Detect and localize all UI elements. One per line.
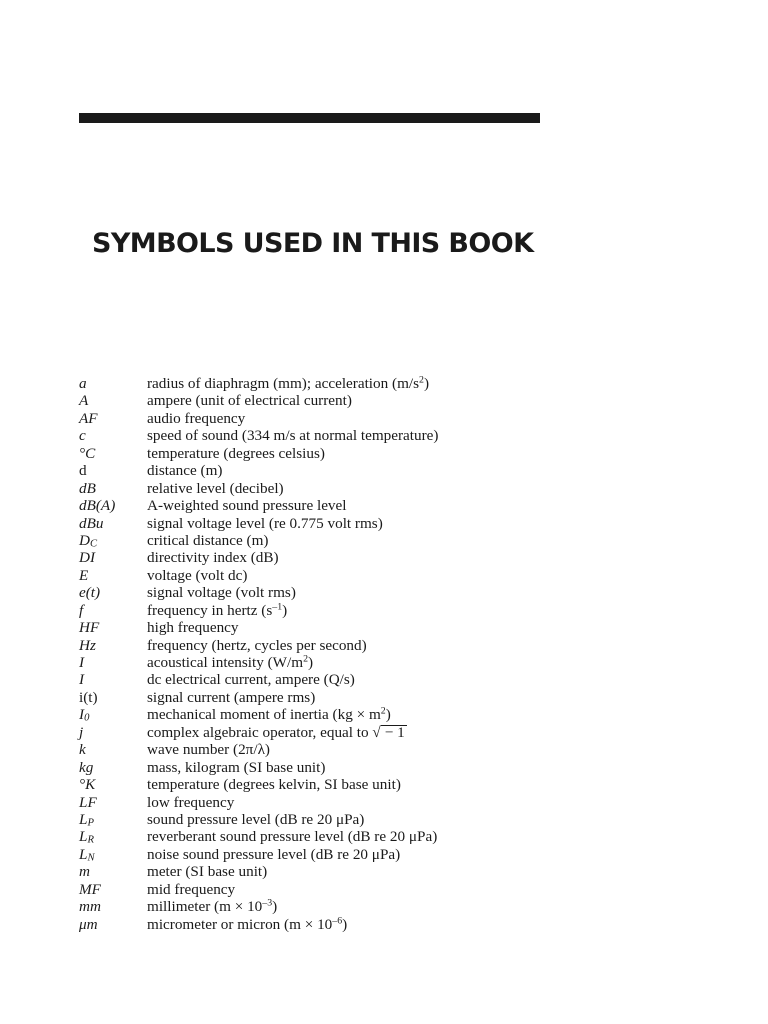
symbol-row xyxy=(79,776,739,793)
description-superscript: –6 xyxy=(332,915,343,927)
symbol-row xyxy=(79,881,739,898)
symbol-text: L xyxy=(79,810,88,828)
symbol xyxy=(79,410,147,427)
description-text: temperature (degrees kelvin, SI base unit) xyxy=(147,776,401,794)
description-text: mechanical moment of inertia (kg × m xyxy=(147,706,381,724)
description-text: signal voltage (volt rms) xyxy=(147,584,296,602)
symbol-description xyxy=(147,706,739,723)
symbol-description xyxy=(147,532,739,549)
symbol-description xyxy=(147,637,739,654)
symbol-subscript: R xyxy=(87,834,94,846)
symbol-text: c xyxy=(79,427,86,445)
symbol xyxy=(79,515,147,532)
symbol-description xyxy=(147,619,739,636)
symbol-text: k xyxy=(79,741,86,759)
symbol-row xyxy=(79,375,739,392)
symbol-text: I xyxy=(79,671,85,689)
description-text: dc electrical current, ampere (Q/s) xyxy=(147,671,355,689)
symbol-description xyxy=(147,741,739,758)
description-text: wave number (2π/λ) xyxy=(147,741,270,759)
description-text: complex algebraic operator, equal to xyxy=(147,723,373,741)
description-text: meter (SI base unit) xyxy=(147,863,268,881)
symbols-list xyxy=(79,375,739,933)
symbol-row xyxy=(79,427,739,444)
symbol-description xyxy=(147,671,739,688)
symbol-text: μm xyxy=(79,915,98,933)
description-text: mass, kilogram (SI base unit) xyxy=(147,758,326,776)
description-suffix: ) xyxy=(423,375,430,392)
symbol-description xyxy=(147,776,739,793)
symbol-row xyxy=(79,637,739,654)
symbol-subscript: C xyxy=(89,538,98,550)
symbol-description xyxy=(147,828,739,845)
symbol-description xyxy=(147,515,739,532)
symbol-row xyxy=(79,741,739,758)
description-text: mid frequency xyxy=(147,880,236,898)
symbol-text: m xyxy=(79,863,90,881)
symbol xyxy=(79,584,147,601)
symbol xyxy=(79,497,147,514)
symbol-text: HF xyxy=(79,619,100,637)
symbol-description xyxy=(147,689,739,706)
symbol xyxy=(79,567,147,584)
symbol-row xyxy=(79,724,739,741)
description-text: low frequency xyxy=(147,793,235,811)
symbol-text: °K xyxy=(79,776,96,794)
symbol-row xyxy=(79,671,739,688)
description-text: reverberant sound pressure level (dB re 20 μPa) xyxy=(147,828,438,846)
symbol-text: °C xyxy=(79,444,96,462)
symbol-description xyxy=(147,846,739,863)
symbol xyxy=(79,671,147,688)
symbol xyxy=(79,741,147,758)
symbol-text: kg xyxy=(79,758,94,776)
description-text: temperature (degrees celsius) xyxy=(147,444,325,462)
symbol-text: i(t) xyxy=(79,688,98,706)
symbol-text: LF xyxy=(79,793,97,811)
symbol-text: DI xyxy=(79,549,96,567)
symbol-row xyxy=(79,689,739,706)
symbol-text: I xyxy=(79,654,85,671)
description-text: acoustical intensity (W/m xyxy=(147,654,304,671)
symbol-text: D xyxy=(79,531,90,549)
symbol xyxy=(79,549,147,566)
symbol-text: MF xyxy=(79,880,101,898)
symbol xyxy=(79,445,147,462)
symbol-text: L xyxy=(79,828,88,846)
symbol-text: dB(A) xyxy=(79,497,116,515)
symbol xyxy=(79,811,147,828)
symbol-row xyxy=(79,863,739,880)
symbol-row xyxy=(79,706,739,723)
description-text: millimeter (m × 10 xyxy=(147,898,263,916)
symbol xyxy=(79,898,147,915)
symbol-row xyxy=(79,584,739,601)
symbol-text: Hz xyxy=(79,636,96,654)
symbol-row xyxy=(79,828,739,845)
description-text: speed of sound (334 m/s at normal temperature) xyxy=(147,427,439,445)
symbol-row xyxy=(79,445,739,462)
symbol-row xyxy=(79,392,739,409)
radicand: − 1 xyxy=(381,725,407,740)
symbol xyxy=(79,637,147,654)
description-suffix: ) xyxy=(308,654,314,671)
description-text: directivity index (dB) xyxy=(147,549,279,567)
symbol-text: mm xyxy=(79,898,101,916)
symbol-row xyxy=(79,549,739,566)
symbol xyxy=(79,724,147,741)
page-title: SYMBOLS USED IN THIS BOOK xyxy=(92,228,534,259)
symbol-row xyxy=(79,462,739,479)
symbol xyxy=(79,846,147,863)
symbol xyxy=(79,462,147,479)
symbol xyxy=(79,602,147,619)
symbol-row xyxy=(79,602,739,619)
symbol-description xyxy=(147,445,739,462)
symbol-row xyxy=(79,515,739,532)
symbol xyxy=(79,532,147,549)
description-text: critical distance (m) xyxy=(147,531,269,549)
symbol xyxy=(79,776,147,793)
symbol-text: L xyxy=(79,845,88,863)
symbol-description xyxy=(147,497,739,514)
symbol-text: I xyxy=(79,706,85,724)
symbol-text: E xyxy=(79,566,89,584)
symbol-subscript: 0 xyxy=(84,712,90,724)
description-text: frequency in hertz (s xyxy=(147,601,273,619)
symbol xyxy=(79,654,147,671)
description-suffix: ) xyxy=(385,706,391,724)
square-root-sign: √ xyxy=(372,723,381,741)
symbol-description xyxy=(147,863,739,880)
symbol-description xyxy=(147,759,739,776)
symbol-description xyxy=(147,724,739,741)
description-superscript: –3 xyxy=(262,897,273,909)
symbol-description xyxy=(147,654,739,671)
description-text: sound pressure level (dB re 20 μPa) xyxy=(147,810,365,828)
symbol-text: e(t) xyxy=(79,584,101,602)
description-superscript: 2 xyxy=(380,705,386,717)
symbol-row xyxy=(79,567,739,584)
symbol-row xyxy=(79,811,739,828)
description-text: radius of diaphragm (mm); acceleration (m/s xyxy=(147,375,420,392)
symbol-description xyxy=(147,480,739,497)
symbol xyxy=(79,794,147,811)
symbol-description xyxy=(147,462,739,479)
symbol-text: dBu xyxy=(79,514,104,532)
description-suffix: ) xyxy=(272,898,278,916)
symbol xyxy=(79,759,147,776)
symbol xyxy=(79,881,147,898)
symbol-row xyxy=(79,898,739,915)
description-superscript: 2 xyxy=(419,374,424,386)
symbol-row xyxy=(79,916,739,933)
description-text: ampere (unit of electrical current) xyxy=(147,392,352,410)
symbol xyxy=(79,392,147,409)
symbol-subscript: N xyxy=(87,852,95,864)
symbol-row xyxy=(79,480,739,497)
symbol-text: f xyxy=(79,601,84,619)
description-text: micrometer or micron (m × 10 xyxy=(147,915,333,933)
symbol-description xyxy=(147,794,739,811)
symbol xyxy=(79,480,147,497)
description-superscript: 2 xyxy=(303,653,308,665)
symbol-row xyxy=(79,794,739,811)
symbol-row xyxy=(79,654,739,671)
description-text: A-weighted sound pressure level xyxy=(147,497,347,515)
symbol xyxy=(79,375,147,392)
symbol-description xyxy=(147,427,739,444)
description-suffix: ) xyxy=(342,915,348,933)
description-text: audio frequency xyxy=(147,409,246,427)
symbol-row xyxy=(79,846,739,863)
description-text: relative level (decibel) xyxy=(147,479,284,497)
symbol-description xyxy=(147,916,739,933)
symbol-description xyxy=(147,881,739,898)
symbol-row xyxy=(79,497,739,514)
symbol-description xyxy=(147,549,739,566)
description-text: voltage (volt dc) xyxy=(147,566,248,584)
symbol-description xyxy=(147,567,739,584)
symbol-description xyxy=(147,410,739,427)
description-superscript: –1 xyxy=(272,601,283,613)
description-text: frequency (hertz, cycles per second) xyxy=(147,636,367,654)
description-text: distance (m) xyxy=(147,462,223,480)
symbol-text: j xyxy=(79,723,84,741)
symbol-text: dB xyxy=(79,479,96,497)
symbol-subscript: P xyxy=(87,817,94,829)
symbol xyxy=(79,916,147,933)
symbol-description xyxy=(147,584,739,601)
symbol-row xyxy=(79,619,739,636)
symbol xyxy=(79,619,147,636)
symbol-row xyxy=(79,532,739,549)
symbol-text: a xyxy=(79,375,87,392)
symbol xyxy=(79,427,147,444)
symbol-description xyxy=(147,898,739,915)
symbol-text: d xyxy=(79,462,87,480)
symbol-text: AF xyxy=(79,409,98,427)
description-suffix: ) xyxy=(282,601,288,619)
description-text: high frequency xyxy=(147,619,239,637)
chapter-header-rule xyxy=(79,113,540,123)
symbol-description xyxy=(147,375,739,392)
symbol xyxy=(79,706,147,723)
symbol-description xyxy=(147,392,739,409)
symbol-row xyxy=(79,410,739,427)
symbol xyxy=(79,689,147,706)
symbol-text: A xyxy=(79,392,89,410)
description-text: signal voltage level (re 0.775 volt rms) xyxy=(147,514,383,532)
symbol xyxy=(79,863,147,880)
symbol-description xyxy=(147,602,739,619)
symbol-description xyxy=(147,811,739,828)
symbol-row xyxy=(79,759,739,776)
description-text: signal current (ampere rms) xyxy=(147,688,316,706)
symbol xyxy=(79,828,147,845)
description-text: noise sound pressure level (dB re 20 μPa) xyxy=(147,845,401,863)
